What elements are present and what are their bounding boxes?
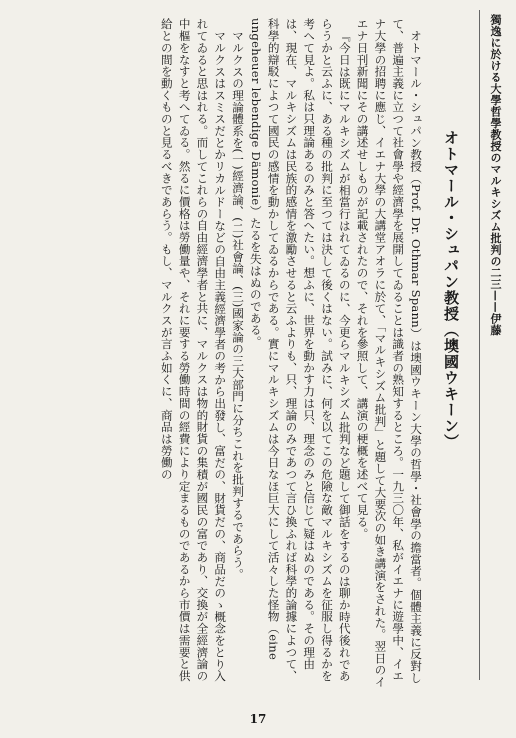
article-title: オトマール・シュパン教授（墺國ウキーン） bbox=[442, 130, 460, 450]
page-number: 17 bbox=[249, 712, 267, 726]
paragraph-1: マルクスの理論體系を(一)經濟論、(二)社會論、(三)國家論の三大部門に分ちこれを批判するであらう。 bbox=[231, 29, 246, 580]
paragraph-2: マルクスはスミスだとかリカルドーなどの自由主義經濟學者の考から出發し、富だの、財貨だの、商品だのゝ概念をとり入れてゐると思はれる。而してこれらの自由經濟學者と共に、マルクスは物的財貨の集積が國民の富であり、交換が全經濟論の中樞をなすと考へてゐる。然るに價格は勞働量や、それに要する勞働時間の經費により定まるものであるから市價は需要と供給との間を動くものと見るべきであらう。もし、マルクスが言ふ如くに、商品は勞働の bbox=[159, 18, 228, 682]
paragraph-intro: オトマール・シュパン教授（Prof. Dr. Othmar Spann）は墺國ウキーン大學の哲學・社會學の擔當者。個體主義に反對して、普遍主義に立つて社會學や經濟學を展開してゐることは識者の熟知するところ。一九三〇年、私がイエナに遊學中、イエナ大學の招聘に應じ、イエナ大學の大講堂アオラに於て、「マルキシズム批判」と題して大要次の如き講演をされた。翌日のイエナ日刊新聞にその講述せしものが記載されたので、それを參照して、講演の梗概を述べて見る。 bbox=[355, 18, 423, 688]
running-head: 獨逸に於ける大學哲學教授のマルキシズム批判の二三——伊藤 bbox=[489, 14, 502, 336]
paragraph-quote: 『今日は既にマルキシズムが相當行はれてゐるのに、今更らマルキシズム批判など題して御話をするのは聊か時代後れであらうかと云ふに、ある種の批判に至つては決して後くはない。試みに、何を以てこの危險な敵マルキシズムを征服し得るかを考へて見よ。私は只理論あるのみと答へたい。想ふに、世界を動かす力は只、理念のみと信じて疑はぬのである。その理由は、現在、マルキシズムは民族的感情を激勵させると云ふよりも、只、理論のみであつて言ひ換ふれば科學的論據によつて、科學的辯駁によつて國民の感情を動かしてゐるからである。實にマルキシズムは今日なほ巨大にして活々した怪物（eine ungeheuer lebendige Dämonie）たるを失はぬのである。 bbox=[248, 18, 352, 682]
body-text bbox=[24, 18, 424, 688]
header-rule bbox=[479, 10, 480, 680]
